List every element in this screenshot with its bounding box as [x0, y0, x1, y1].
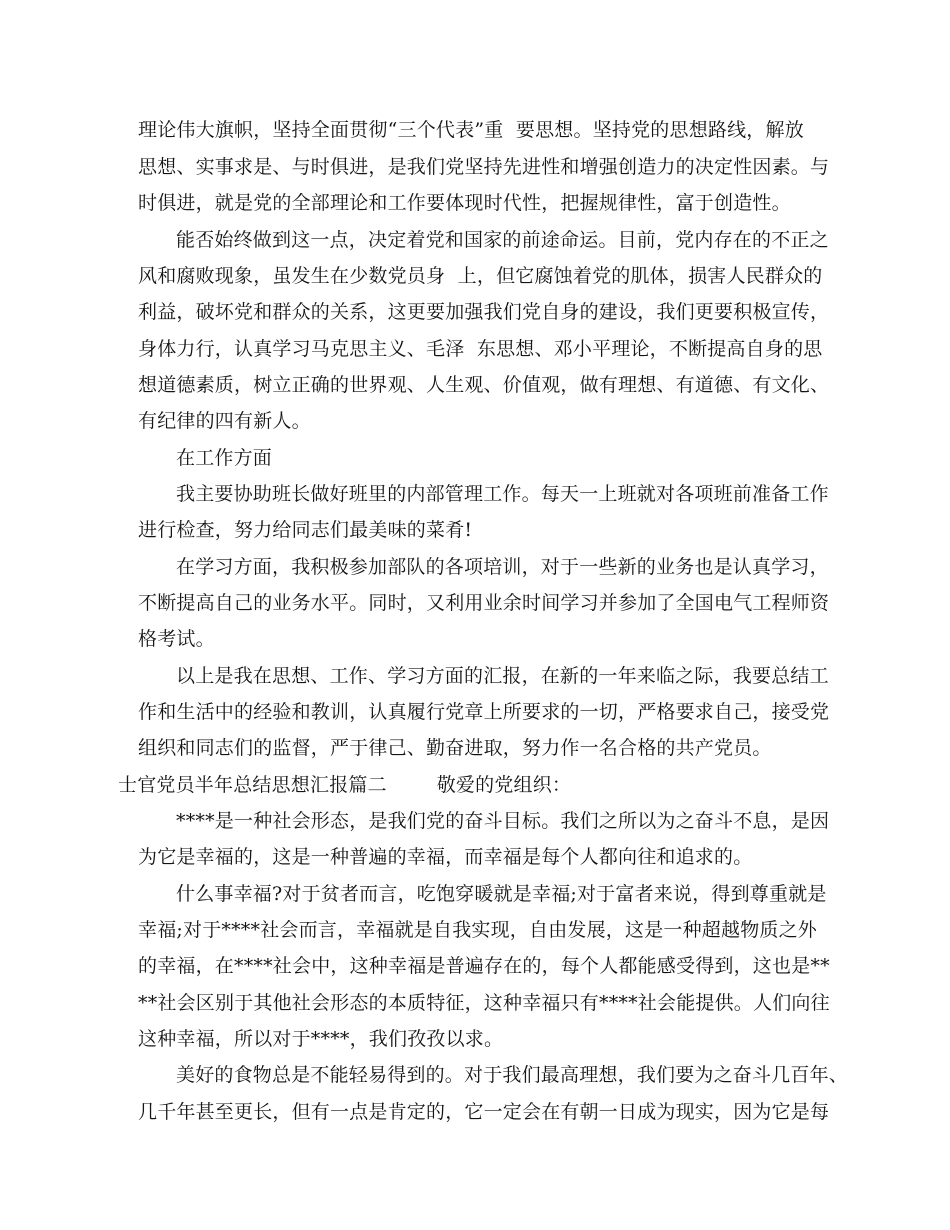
- text-line: **社会区别于其他社会形态的本质特征，这种幸福只有****社会能提供。人们向往: [138, 992, 830, 1014]
- text-line: 想道德素质，树立正确的世界观、人生观、价值观，做有理想、有道德、有文化、: [138, 374, 830, 396]
- text-line: 时俱进，就是党的全部理论和工作要体现时代性，把握规律性，富于创造性。: [138, 192, 791, 214]
- paragraph-first-line: 能否始终做到这一点，决定着党和国家的前途命运。目前，党内存在的不正之: [176, 229, 829, 251]
- paragraph-first-line: 我主要协助班长做好班里的内部管理工作。每天一上班就对各项班前准备工作: [176, 483, 829, 505]
- text-line: 有纪律的四有新人。: [138, 410, 311, 432]
- text-line: 利益，破坏党和群众的关系，这更要加强我们党自身的建设，我们更要积极宣传，: [138, 301, 830, 323]
- text-line: 风和腐败现象，虽发生在少数党员身 上，但它腐蚀着党的肌体，损害人民群众的: [138, 265, 823, 287]
- paragraph-first-line: 在学习方面，我积极参加部队的各项培训，对于一些新的业务也是认真学习，: [176, 556, 829, 578]
- text-line: 理论伟大旗帜，坚持全面贯彻“三个代表”重 要思想。坚持党的思想路线，解放: [138, 119, 804, 141]
- text-line: 为它是幸福的，这是一种普遍的幸福，而幸福是每个人都向往和追求的。: [138, 846, 753, 868]
- paragraph-first-line: 以上是我在思想、工作、学习方面的汇报，在新的一年来临之际，我要总结工: [176, 665, 829, 687]
- text-line: 格考试。: [138, 628, 215, 650]
- text-line: 几千年甚至更长，但有一点是肯定的，它一定会在有朝一日成为现实，因为它是每: [138, 1101, 830, 1123]
- paragraph-first-line: 美好的食物总是不能轻易得到的。对于我们最高理想，我们要为之奋斗几百年、: [176, 1064, 849, 1086]
- paragraph-first-line: 什么事幸福?对于贫者而言，吃饱穿暖就是幸福;对于富者来说，得到尊重就是: [176, 883, 827, 905]
- text-line: 身体力行，认真学习马克思主义、毛泽 东思想、邓小平理论，不断提高自身的思: [138, 338, 823, 360]
- text-line: 思想、实事求是、与时俱进，是我们党坚持先进性和增强创造力的决定性因素。与: [138, 156, 830, 178]
- text-line: 不断提高自己的业务水平。同时，又利用业余时间学习并参加了全国电气工程师资: [138, 592, 830, 614]
- text-line: 组织和同志们的监督，严于律己、勤奋进取，努力作一名合格的共产党员。: [138, 737, 772, 759]
- text-line: 幸福;对于****社会而言，幸福就是自我实现，自由发展，这是一种超越物质之外: [138, 919, 818, 941]
- article-title-line: 士官党员半年总结思想汇报篇二 敬爱的党组织：: [118, 774, 572, 796]
- paragraph-first-line: ****是一种社会形态，是我们党的奋斗目标。我们之所以为之奋斗不息，是因: [176, 810, 830, 832]
- text-line: 进行检查，努力给同志们最美味的菜肴!: [138, 519, 473, 541]
- text-line: 的幸福，在****社会中，这种幸福是普遍存在的，每个人都能感受得到，这也是**: [138, 955, 830, 977]
- section-heading: 在工作方面: [176, 447, 273, 469]
- text-line: 作和生活中的经验和教训，认真履行党章上所要求的一切，严格要求自己，接受党: [138, 701, 830, 723]
- text-line: 这种幸福，所以对于****，我们孜孜以求。: [138, 1028, 504, 1050]
